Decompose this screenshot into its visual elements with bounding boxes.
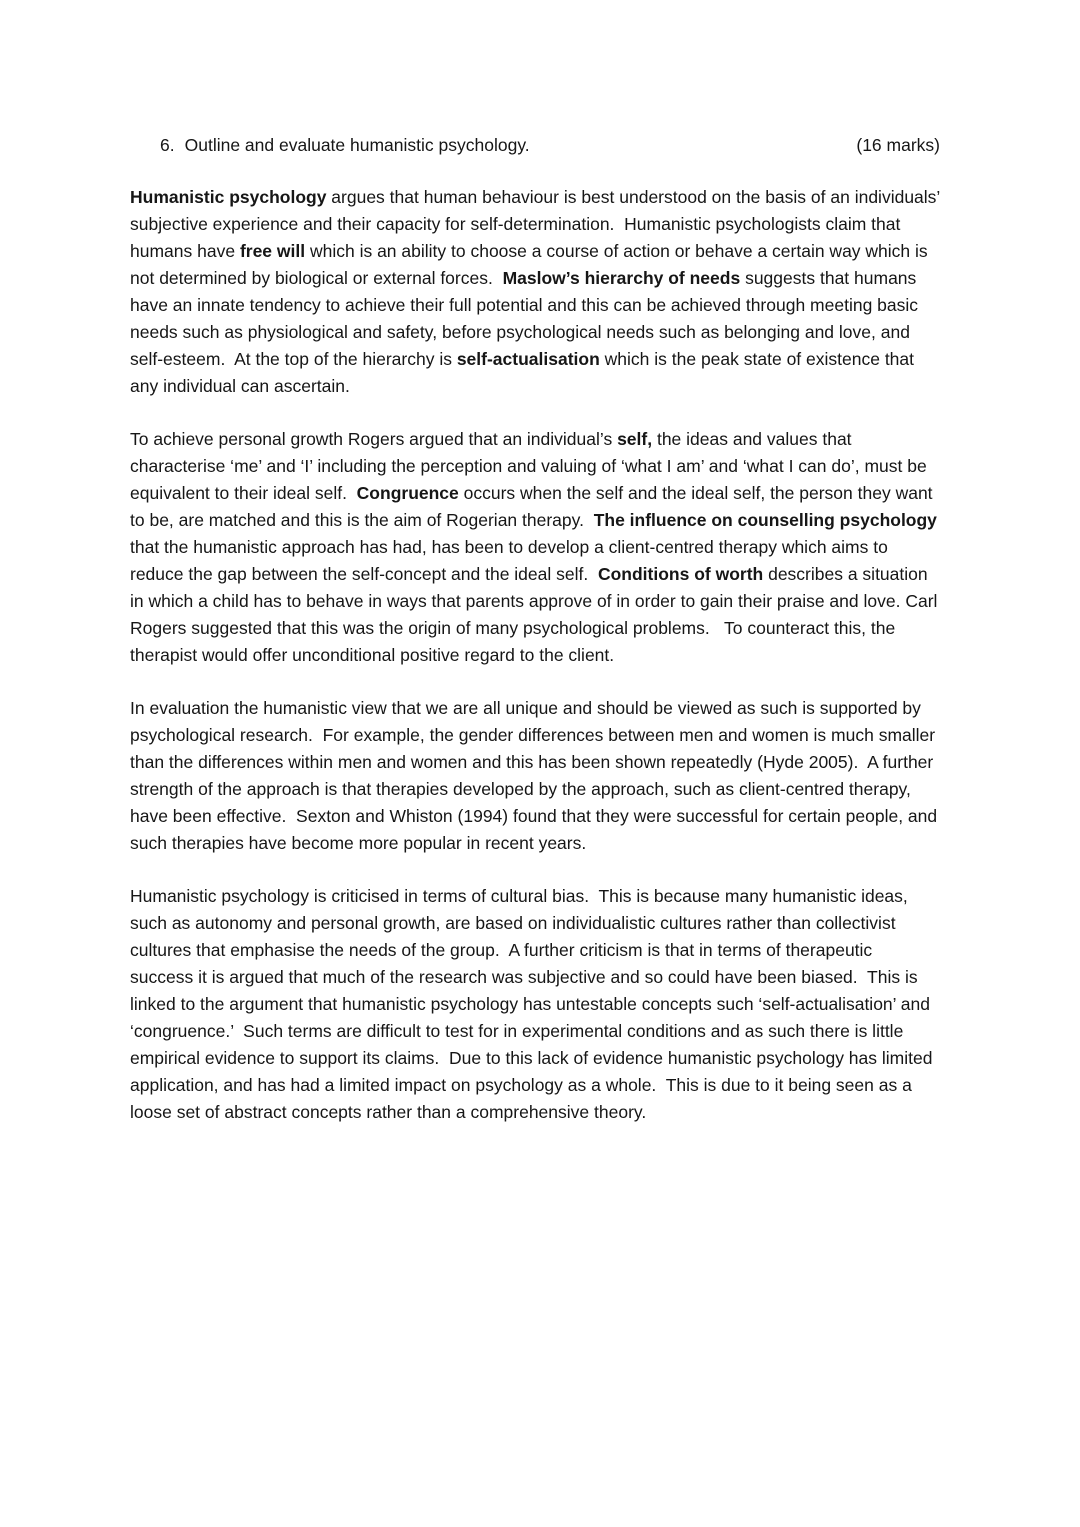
text-run: which is an ability to choose a course of action or behave a certain way which is not determined by biological or external forces.	[130, 241, 933, 288]
text-run: In evaluation the humanistic view that we are all unique and should be viewed as such is supported by psychological research. For example, the gender differences between men and women is much smaller than the differences within men and women and this has been shown repeatedly (Hyde 2005). A further strength of the approach is that therapies developed by the approach, such as client-centred therapy, have been effective. Sexton and Whiston (1994) found that they were successful for certain people, and such therapies have become more popular in recent years.	[130, 698, 942, 853]
marks-label: (16 marks)	[856, 135, 940, 155]
text-run-bold: self,	[617, 429, 653, 449]
essay-paragraph	[130, 695, 940, 857]
text-run: To achieve personal growth Rogers argued that an individual’s	[130, 429, 618, 449]
text-run: the ideas and values that characterise ‘me’ and ‘I’ including the perception and valuing of ‘what I am’ and ‘what I can do’, must be equivalent to their ideal self.	[130, 429, 932, 503]
question-number: 6.	[160, 135, 175, 155]
text-run: argues that human behaviour is best understood on the basis of an individuals’ subjective experience and their capacity for self-determination. Humanistic psychologists claim that humans have	[130, 187, 945, 261]
essay-paragraph	[130, 883, 940, 1126]
text-run: Humanistic psychology is criticised in terms of cultural bias. This is because many humanistic ideas, such as autonomy and personal growth, are based on individualistic cultures rather than collectivist cultures that emphasise the needs of the group. A further criticism is that in terms of therapeutic success it is argued that much of the research was subjective and so could have been biased. This is linked to the argument that humanistic psychology has untestable concepts such ‘self-actualisation’ and ‘congruence.’ Such terms are difficult to test for in experimental conditions and as such there is little empirical evidence to support its claims. Due to this lack of evidence humanistic psychology has limited application, and has had a limited impact on psychology as a whole. This is due to it being seen as a loose set of abstract concepts rather than a comprehensive theory.	[130, 886, 938, 1122]
text-run-bold: The influence on counselling psychology	[593, 510, 937, 530]
question-title	[160, 132, 530, 159]
text-run: suggests that humans have an innate tendency to achieve their full potential and this can be achieved through meeting basic needs such as physiological and safety, before psychological needs such as belonging and love, and self-esteem. At the top of the hierarchy is	[130, 268, 923, 369]
text-run-bold: Conditions of worth	[597, 564, 764, 584]
question-row	[130, 132, 940, 159]
essay-body	[130, 184, 945, 1126]
text-run-bold: Maslow’s hierarchy of needs	[502, 268, 741, 288]
text-run: which is the peak state of existence that any individual can ascertain.	[130, 349, 919, 396]
text-run-bold: free will	[239, 241, 306, 261]
text-run: occurs when the self and the ideal self, the person they want to be, are matched and this is the aim of Rogerian therapy.	[130, 483, 938, 530]
question-text: Outline and evaluate humanistic psychology.	[184, 135, 530, 155]
text-run-bold: Congruence	[356, 483, 459, 503]
essay-paragraph	[130, 426, 943, 669]
text-run-bold: self-actualisation	[456, 349, 600, 369]
text-run: that the humanistic approach has had, has been to develop a client-centred therapy which aims to reduce the gap between the self-concept and the ideal self.	[130, 510, 942, 584]
text-run: describes a situation in which a child has to behave in ways that parents approve of in order to gain their praise and love. Carl Rogers suggested that this was the origin of many psychological problems. To counteract this, the therapist would offer unconditional positive regard to the client.	[130, 564, 943, 665]
essay-paragraph	[130, 184, 945, 400]
text-run-bold: Humanistic psychology	[130, 187, 327, 207]
